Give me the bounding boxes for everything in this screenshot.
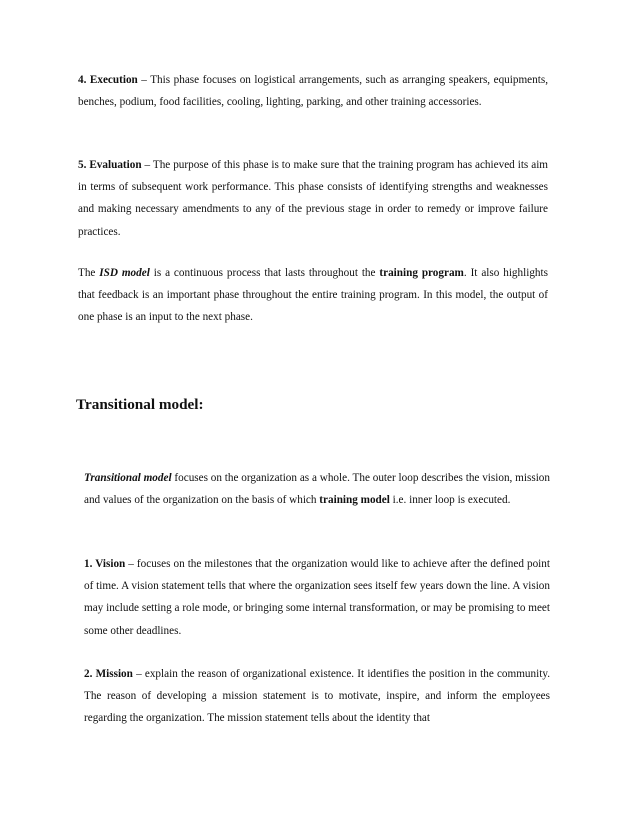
vision-title: 1. Vision [84, 558, 126, 570]
vision-text: – focuses on the milestones that the organization would like to achieve after the defined point of time. A vision statement tells that where the organization sees itself few years down the line. A vision may include setting a role mode, or bringing some internal transformation, or may be promising to meet some other deadlines. [84, 558, 550, 637]
mission-title: 2. Mission [84, 668, 133, 680]
execution-text: – This phase focuses on logistical arrangements, such as arranging speakers, equipments, benches, podium, food facilities, cooling, lighting, parking, and other training accessories. [78, 74, 548, 109]
isd-model-paragraph [78, 262, 548, 329]
isd-term: ISD model [99, 267, 150, 279]
vision-paragraph [84, 553, 550, 642]
transitional-mid: focuses on the organization as a whole. The outer loop describes the vision, mission and values of the organization on the basis of which [84, 472, 550, 507]
evaluation-text: – The purpose of this phase is to make sure that the training program has achieved its aim in terms of subsequent work performance. This phase consists of identifying strengths and weaknesses and making necessary amendments to any of the previous stage in order to remedy or improve failure practices. [78, 159, 549, 238]
mission-paragraph [84, 663, 550, 730]
isd-pre: The [78, 267, 100, 279]
transitional-bold: training model [319, 494, 390, 507]
mission-text: – explain the reason of organizational existence. It identifies the position in the community. The reason of developing a mission statement is to motivate, inspire, and inform the employees regarding the organization. The mission statement tells about the identity that [84, 668, 550, 725]
execution-title: 4. Execution [78, 74, 138, 86]
section-heading: Transitional model: [76, 396, 204, 413]
isd-bold: training program [379, 267, 464, 279]
isd-mid: is a continuous process that lasts throughout the [149, 267, 380, 279]
transitional-paragraph [84, 467, 550, 511]
isd-post: . It also highlights that feedback is an important phase throughout the entire training program. In this model, the output of one phase is an input to the next phase. [78, 267, 548, 324]
transitional-post: i.e. inner loop is executed. [389, 494, 511, 507]
evaluation-title: 5. Evaluation [78, 159, 142, 171]
evaluation-paragraph [78, 154, 548, 243]
transitional-term: Transitional model [84, 472, 172, 484]
execution-paragraph [78, 69, 548, 113]
